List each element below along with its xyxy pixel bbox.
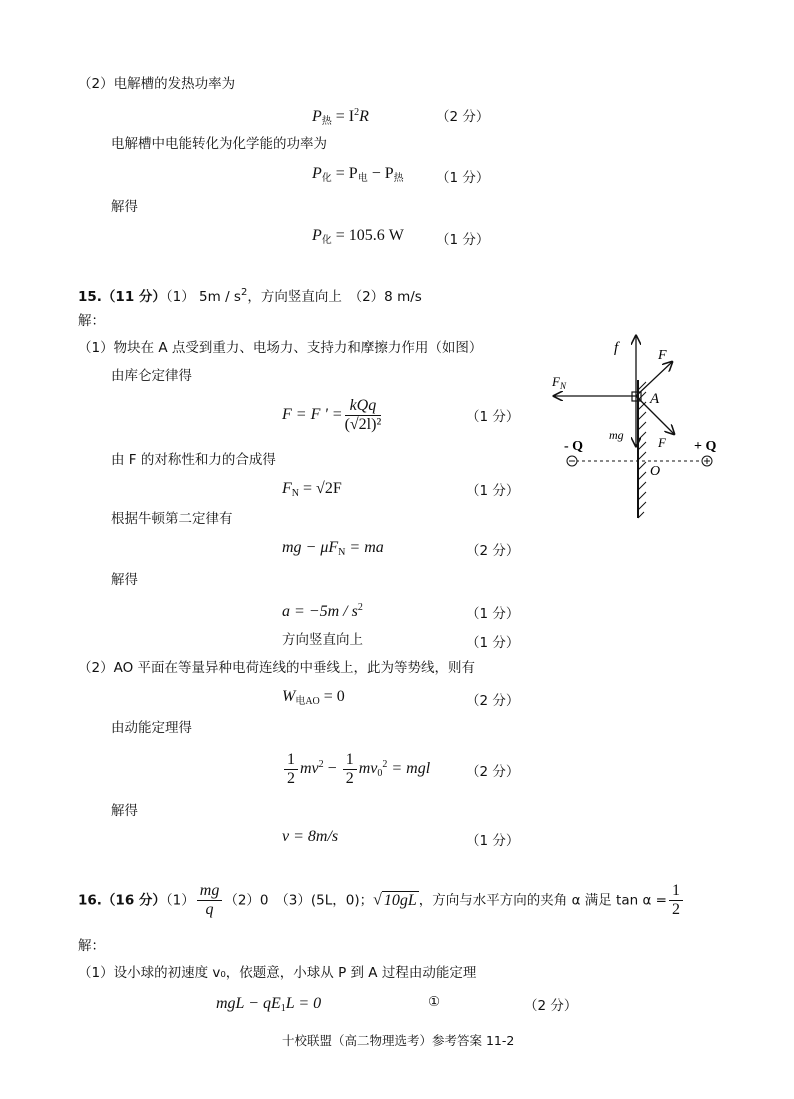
q15-jie: 解： <box>78 313 105 329</box>
kinetic-theorem-text: 由动能定理得 <box>111 720 192 736</box>
label-O: O <box>650 464 661 479</box>
score-energy: （2 分） <box>524 998 578 1014</box>
score-work: （2 分） <box>466 693 520 709</box>
eq-coulomb: F = F ' = $\frac{\text{kQq}}{\text{(√2l)²}}$ <box>282 397 382 433</box>
label-F-top: F <box>658 348 667 363</box>
solve-text-15b: 解得 <box>111 803 138 819</box>
q15-part2-text: （2）AO 平面在等量异种电荷连线的中垂线上，此为等势线，则有 <box>78 660 476 676</box>
q16-part1-text: （1）设小球的初速度 v₀，依题意，小球从 P 到 A 过程由动能定理 <box>78 965 477 981</box>
solve-text-14: 解得 <box>111 199 138 215</box>
label-plus-Q: + Q <box>694 439 717 454</box>
q14-part2-heat-label: （2）电解槽的发热功率为 <box>78 76 236 92</box>
score-velocity: （1 分） <box>466 833 520 849</box>
eq-energy: mgL − $qE_1L = 0$ <box>216 995 322 1014</box>
score-chem: （1 分） <box>436 170 490 186</box>
eq-velocity: v = 8m/s <box>282 828 339 845</box>
eq-newton: mg − $\mu F_N$ = ma <box>282 539 384 558</box>
score-newton: （2 分） <box>466 543 520 559</box>
label-mg: mg <box>609 428 624 442</box>
force-diagram <box>548 330 728 525</box>
chem-power-text: 电解槽中电能转化为化学能的功率为 <box>111 136 327 152</box>
page-footer: 十校联盟（高二物理选考）参考答案 11-2 <box>282 1033 515 1048</box>
symmetry-text: 由 F 的对称性和力的合成得 <box>111 452 276 468</box>
eq-acceleration: $a = -5m / s^2$ <box>282 602 363 620</box>
score-kinetic: （2 分） <box>466 764 520 780</box>
newton-law-text: 根据牛顿第二定律有 <box>111 511 233 527</box>
eq-work: $W_{电AO} = 0$ <box>282 688 345 707</box>
score-acceleration: （1 分） <box>466 606 520 622</box>
solve-text-15a: 解得 <box>111 572 138 588</box>
q15-header: 15.（11 分）（1） $5m / s^2$，方向竖直向上 （2）8 m/s <box>78 287 422 305</box>
label-FN: $F_N$ <box>552 374 566 391</box>
score-coulomb: （1 分） <box>466 409 520 425</box>
eq-heat-power: $P_热 = I^2R$ <box>312 107 369 127</box>
direction-text: 方向竖直向上 <box>282 632 363 648</box>
label-minus-Q: - Q <box>564 439 584 454</box>
score-normal-force: （1 分） <box>466 483 520 499</box>
label-f: f <box>614 340 619 356</box>
score-direction: （1 分） <box>466 635 520 651</box>
score-heat: （2 分） <box>436 109 490 125</box>
q15-part1-text: （1）物块在 A 点受到重力、电场力、支持力和摩擦力作用（如图） <box>78 340 483 356</box>
eq-number-1: ① <box>428 994 441 1010</box>
q16-header: 16.（16 分）（1） $\frac{mg}{q}$ （2）0 （3）(5L，0)；√ 10gL ，方向与水平方向的夹角 α 满足 tan α = $\frac{1}{2}$ <box>78 882 685 919</box>
eq-chem-power: $P_化 = P_电 - P_热$ <box>312 165 404 184</box>
label-A: A <box>650 391 660 407</box>
q16-jie: 解： <box>78 938 105 954</box>
eq-kinetic-energy: $\frac{1}{2}$ $mv^2$ − $\frac{1}{2}$ $mv_0^2$ = mgl <box>282 751 430 788</box>
eq-normal-force: $F_N = √2F$ <box>282 480 342 499</box>
eq-chem-result: $P_化 = 105.6$ W <box>312 227 404 246</box>
coulomb-law-text: 由库仑定律得 <box>111 368 192 384</box>
label-F-bottom: F <box>658 435 666 450</box>
score-result-14: （1 分） <box>436 232 490 248</box>
